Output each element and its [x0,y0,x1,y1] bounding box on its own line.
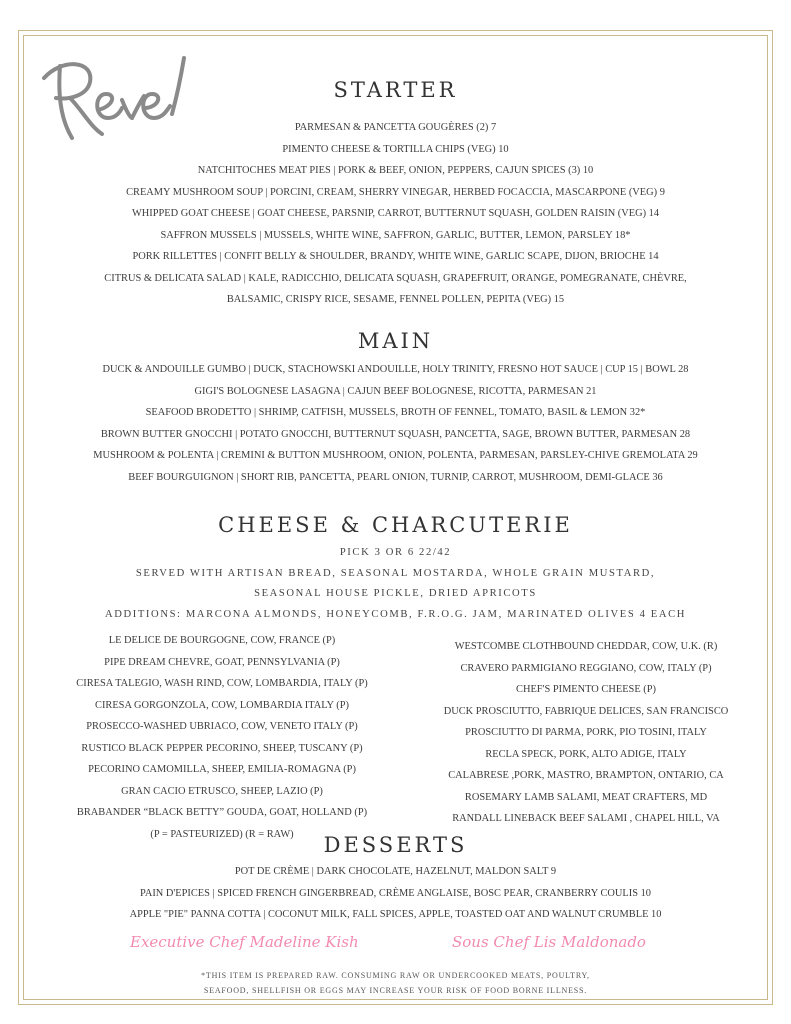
list-item: CALABRESE ,PORK, MASTRO, BRAMPTON, ONTARIO, CA [448,770,724,781]
list-item: CREAMY MUSHROOM SOUP | PORCINI, CREAM, SHERRY VINEGAR, HERBED FOCACCIA, MASCARPONE (VEG) 9 [126,186,665,198]
list-item: ROSEMARY LAMB SALAMI, MEAT CRAFTERS, MD [464,791,708,803]
list-item: APPLE "PIE" PANNA COTTA | COCONUT MILK, FALL SPICES, APPLE, TOASTED OAT AND WALNUT CRUMBLE 10 [129,909,662,920]
desserts-title: DESSERTS [323,833,468,857]
executive-chef-signature: Executive Chef Madeline Kish [130,933,359,951]
desserts-section [0,833,791,857]
starter-title: STARTER [333,78,458,102]
list-item: BALSAMIC, CRISPY RICE, SESAME, FENNEL POLLEN, PEPITA (VEG) 15 [226,294,565,305]
main-title: MAIN [357,329,434,353]
list-item: WHIPPED GOAT CHEESE | GOAT CHEESE, PARSNIP, CARROT, BUTTERNUT SQUASH, GOLDEN RAISIN (VEG) 14 [131,208,660,219]
list-item: RUSTICO BLACK PEPPER PECORINO, SHEEP, TUSCANY (P) [81,742,363,754]
list-item: CIRESA TALEGIO, WASH RIND, COW, LOMBARDIA, ITALY (P) [76,678,368,689]
cheese-additions: ADDITIONS: MARCONA ALMONDS, HONEYCOMB, F.R.O.G. JAM, MARINATED OLIVES 4 EACH [104,608,686,620]
disclaimer-line-1: *THIS ITEM IS PREPARED RAW. CONSUMING RAW OR UNDERCOOKED MEATS, POULTRY, [201,971,590,980]
list-item: MUSHROOM & POLENTA | CREMINI & BUTTON MUSHROOM, ONION, POLENTA, PARMESAN, PARSLEY-CHIVE GREMOLATA 29 [93,450,698,461]
list-item: PAIN D'EPICES | SPICED FRENCH GINGERBREAD, CRÈME ANGLAISE, BOSC PEAR, CRANBERRY COULIS 10 [140,887,651,899]
list-item: PROSCIUTTO DI PARMA, PORK, PIO TOSINI, ITALY [465,727,707,738]
list-item: DUCK PROSCIUTTO, FABRIQUE DELICES, SAN FRANCISCO [443,705,729,717]
list-item: RECLA SPECK, PORK, ALTO ADIGE, ITALY [485,748,687,760]
cheese-section [0,513,791,537]
desserts-items [0,861,791,926]
list-item: SEAFOOD BRODETTO | SHRIMP, CATFISH, MUSSELS, BROTH OF FENNEL, TOMATO, BASIL & LEMON 32* [145,407,646,418]
list-item: PORK RILLETTES | CONFIT BELLY & SHOULDER, BRANDY, WHITE WINE, GARLIC SCAPE, DIJON, BRIOCHE 14 [132,251,659,262]
raw-food-disclaimer [0,968,791,998]
list-item: BRABANDER “BLACK BETTY” GOUDA, GOAT, HOLLAND (P) [76,807,368,818]
list-item: WESTCOMBE CLOTHBOUND CHEDDAR, COW, U.K. (R) [454,641,718,652]
list-item: DUCK & ANDOUILLE GUMBO | DUCK, STACHOWSKI ANDOUILLE, HOLY TRINITY, FRESNO HOT SAUCE | CUP 15 | BOWL 28 [102,364,689,375]
cheese-title: CHEESE & CHARCUTERIE [218,513,573,537]
list-item: BROWN BUTTER GNOCCHI | POTATO GNOCCHI, BUTTERNUT SQUASH, PANCETTA, SAGE, BROWN BUTTER, PARMESAN 28 [100,428,691,440]
list-item: PECORINO CAMOMILLA, SHEEP, EMILIA-ROMAGNA (P) [88,764,356,775]
list-item: NATCHITOCHES MEAT PIES | PORK & BEEF, ONION, PEPPERS, CAJUN SPICES (3) 10 [197,165,594,176]
list-item: PIMENTO CHEESE & TORTILLA CHIPS (VEG) 10 [282,143,509,155]
list-item: SAFFRON MUSSELS | MUSSELS, WHITE WINE, SAFFRON, GARLIC, BUTTER, LEMON, PARSLEY 18* [160,229,631,241]
list-item: GRAN CACIO ETRUSCO, SHEEP, LAZIO (P) [121,785,323,797]
list-item: CITRUS & DELICATA SALAD | KALE, RADICCHIO, DELICATA SQUASH, GRAPEFRUIT, ORANGE, POMEGRANATE, CHÈVRE, [104,272,687,284]
cheese-pick: PICK 3 OR 6 22/42 [339,547,452,558]
list-item: GIGI'S BOLOGNESE LASAGNA | CAJUN BEEF BOLOGNESE, RICOTTA, PARMESAN 21 [194,385,597,397]
list-item: CIRESA GORGONZOLA, COW, LOMBARDIA ITALY (P) [95,699,349,711]
list-item: PROSECCO-WASHED UBRIACO, COW, VENETO ITALY (P) [86,721,358,732]
disclaimer-line-2: SEAFOOD, SHELLFISH OR EGGS MAY INCREASE YOUR RISK OF FOOD BORNE ILLNESS. [203,986,588,995]
sous-chef-signature: Sous Chef Lis Maldonado [452,933,646,951]
cheese-right-column [410,636,762,830]
cheese-served-1: SERVED WITH ARTISAN BREAD, SEASONAL MOSTARDA, WHOLE GRAIN MUSTARD, [135,567,656,579]
starter-section [0,78,791,102]
list-item: BEEF BOURGUIGNON | SHORT RIB, PANCETTA, PEARL ONION, TURNIP, CARROT, MUSHROOM, DEMI-GLACE 36 [128,471,663,483]
list-item: LE DELICE DE BOURGOGNE, COW, FRANCE (P) [108,635,336,646]
cheese-left-column [36,630,408,845]
starter-items [0,117,791,311]
cheese-served-2: SEASONAL HOUSE PICKLE, DRIED APRICOTS [254,588,537,599]
list-item: CRAVERO PARMIGIANO REGGIANO, COW, ITALY (P) [460,662,712,674]
pasteurized-key: (P = PASTEURIZED) (R = RAW) [150,828,294,840]
cheese-info [0,543,791,625]
main-section [0,329,791,353]
list-item: POT DE CRÈME | DARK CHOCOLATE, HAZELNUT, MALDON SALT 9 [234,866,557,877]
list-item: CHEF'S PIMENTO CHEESE (P) [516,684,656,695]
list-item: RANDALL LINEBACK BEEF SALAMI , CHAPEL HILL, VA [452,813,720,824]
list-item: PIPE DREAM CHEVRE, GOAT, PENNSYLVANIA (P) [104,656,340,668]
main-items [0,359,791,488]
list-item: PARMESAN & PANCETTA GOUGÈRES (2) 7 [294,122,497,133]
